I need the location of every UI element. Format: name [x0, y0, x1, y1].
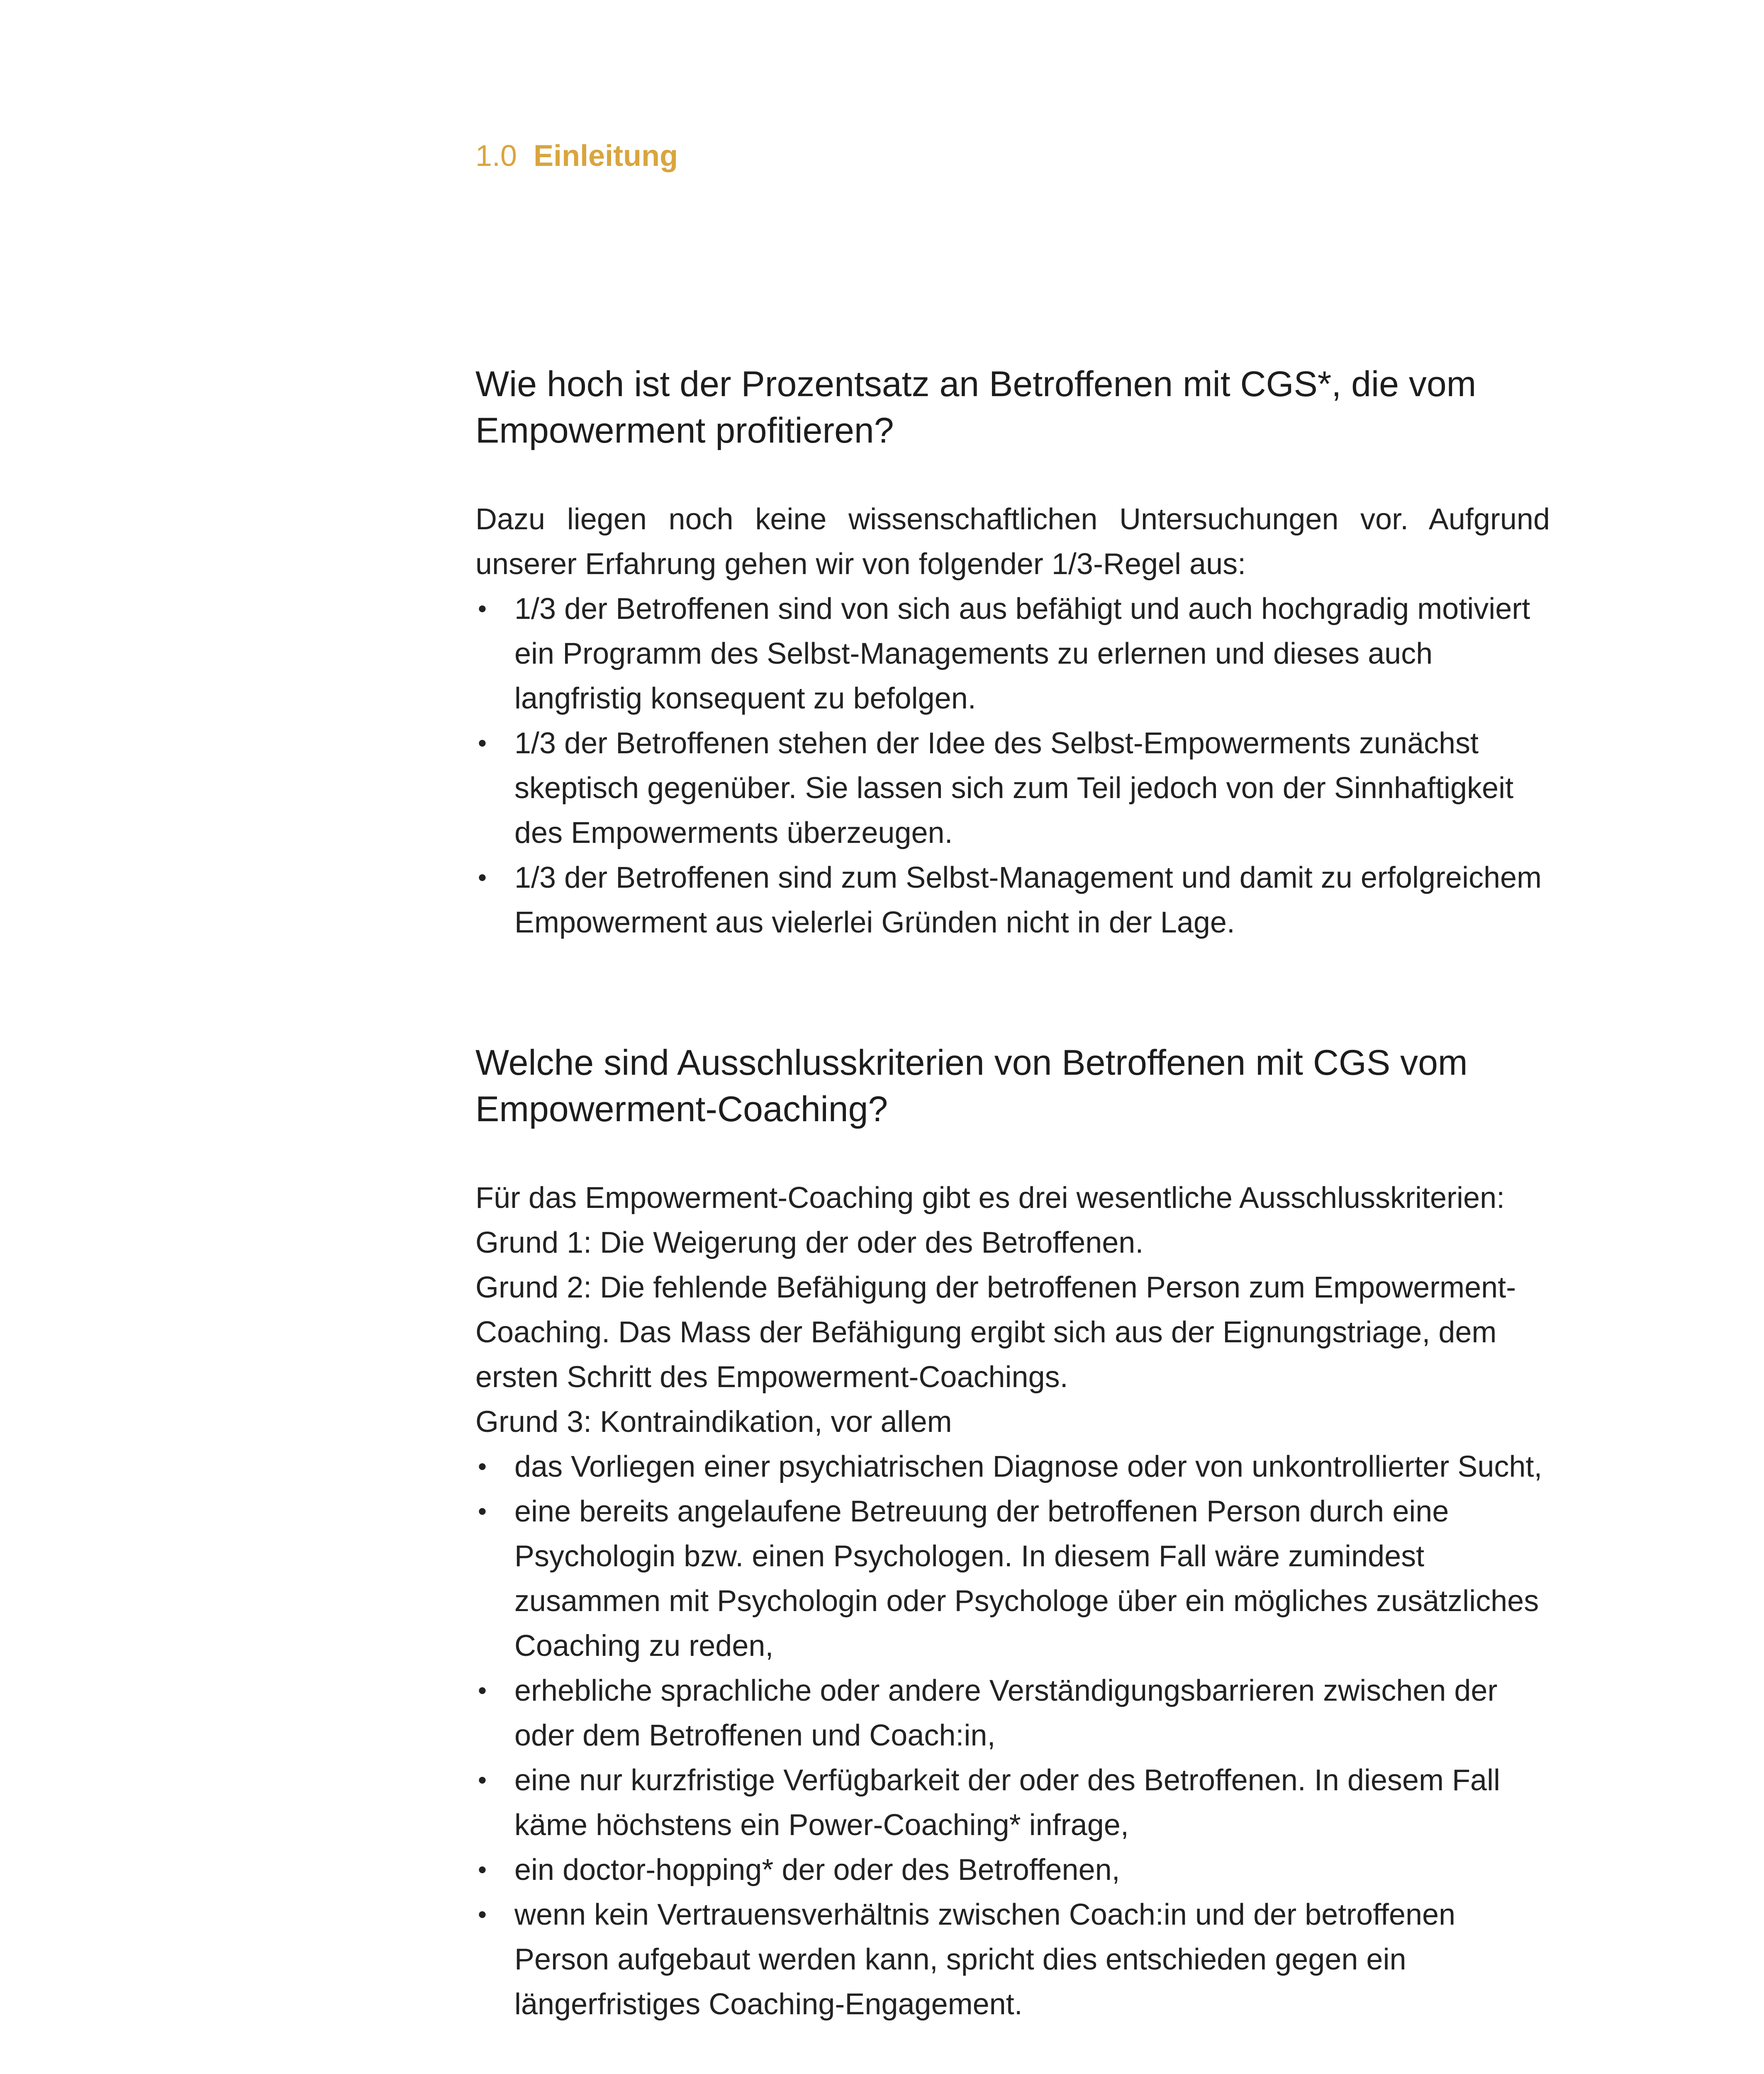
list-item: • erhebliche sprachliche oder andere Verständigungsbarrieren zwischen der oder dem Betroffenen und Coach:in,: [475, 1668, 1550, 1758]
list-item: • eine bereits angelaufene Betreuung der betroffenen Person durch eine Psychologin bzw. einen Psychologen. In diesem Fall wäre zumindest zusammen mit Psychologin oder Psychologe über ein mögliches zusätzliches Coaching zu reden,: [475, 1489, 1550, 1668]
list-item: • 1/3 der Betroffenen sind von sich aus befähigt und auch hochgradig motiviert ein Programm des Selbst-Managements zu erlernen und dieses auch langfristig konsequent zu befolgen.: [475, 587, 1550, 721]
list-item: • wenn kein Vertrauensverhältnis zwischen Coach:in und der betroffenen Person aufgebaut werden kann, spricht dies entschieden gegen ein längerfristiges Coaching-Engagement.: [475, 1892, 1550, 2027]
question-1-heading: Wie hoch ist der Prozentsatz an Betroffenen mit CGS*, die vom Empowerment profitieren?: [475, 364, 1476, 450]
section-title: Einleitung: [534, 139, 678, 173]
reason-3: Grund 3: Kontraindikation, vor allem: [475, 1405, 952, 1439]
reason-1: Grund 1: Die Weigerung der oder des Betroffenen.: [475, 1226, 1144, 1259]
list-item: • eine nur kurzfristige Verfügbarkeit der oder des Betroffenen. In diesem Fall käme höchstens ein Power-Coaching* infrage,: [475, 1758, 1550, 1848]
reason-2: Grund 2: Die fehlende Befähigung der betroffenen Person zum Empowerment-Coaching. Das Mass der Befähigung ergibt sich aus der Eignungstriage, dem ersten Schritt des Empowerment-Coachings.: [475, 1271, 1516, 1394]
question-2-heading: Welche sind Ausschlusskriterien von Betroffenen mit CGS vom Empowerment-Coaching?: [475, 1043, 1468, 1129]
list-item: • ein doctor-hopping* der oder des Betroffenen,: [475, 1848, 1550, 1892]
list-item: • 1/3 der Betroffenen stehen der Idee des Selbst-Empowerments zunächst skeptisch gegenüber. Sie lassen sich zum Teil jedoch von der Sinnhaftigkeit des Empowerments überzeugen.: [475, 721, 1550, 855]
question-1-list: [475, 587, 1550, 945]
question-2-intro: Für das Empowerment-Coaching gibt es drei wesentliche Ausschlusskriterien:: [475, 1181, 1505, 1215]
list-item: • 1/3 der Betroffenen sind zum Selbst-Management und damit zu erfolgreichem Empowerment aus vielerlei Gründen nicht in der Lage.: [475, 855, 1550, 945]
question-2-list: [475, 1444, 1550, 2027]
section-number: 1.0: [475, 139, 517, 173]
question-1-intro: Dazu liegen noch keine wissenschaftlichen Untersuchungen vor. Aufgrund unserer Erfahrung gehen wir von folgender 1/3-Regel aus:: [475, 503, 1550, 581]
page-content: [475, 361, 1550, 2027]
list-item: • das Vorliegen einer psychiatrischen Diagnose oder von unkontrollierter Sucht,: [475, 1444, 1550, 1489]
section-header: [475, 139, 678, 173]
